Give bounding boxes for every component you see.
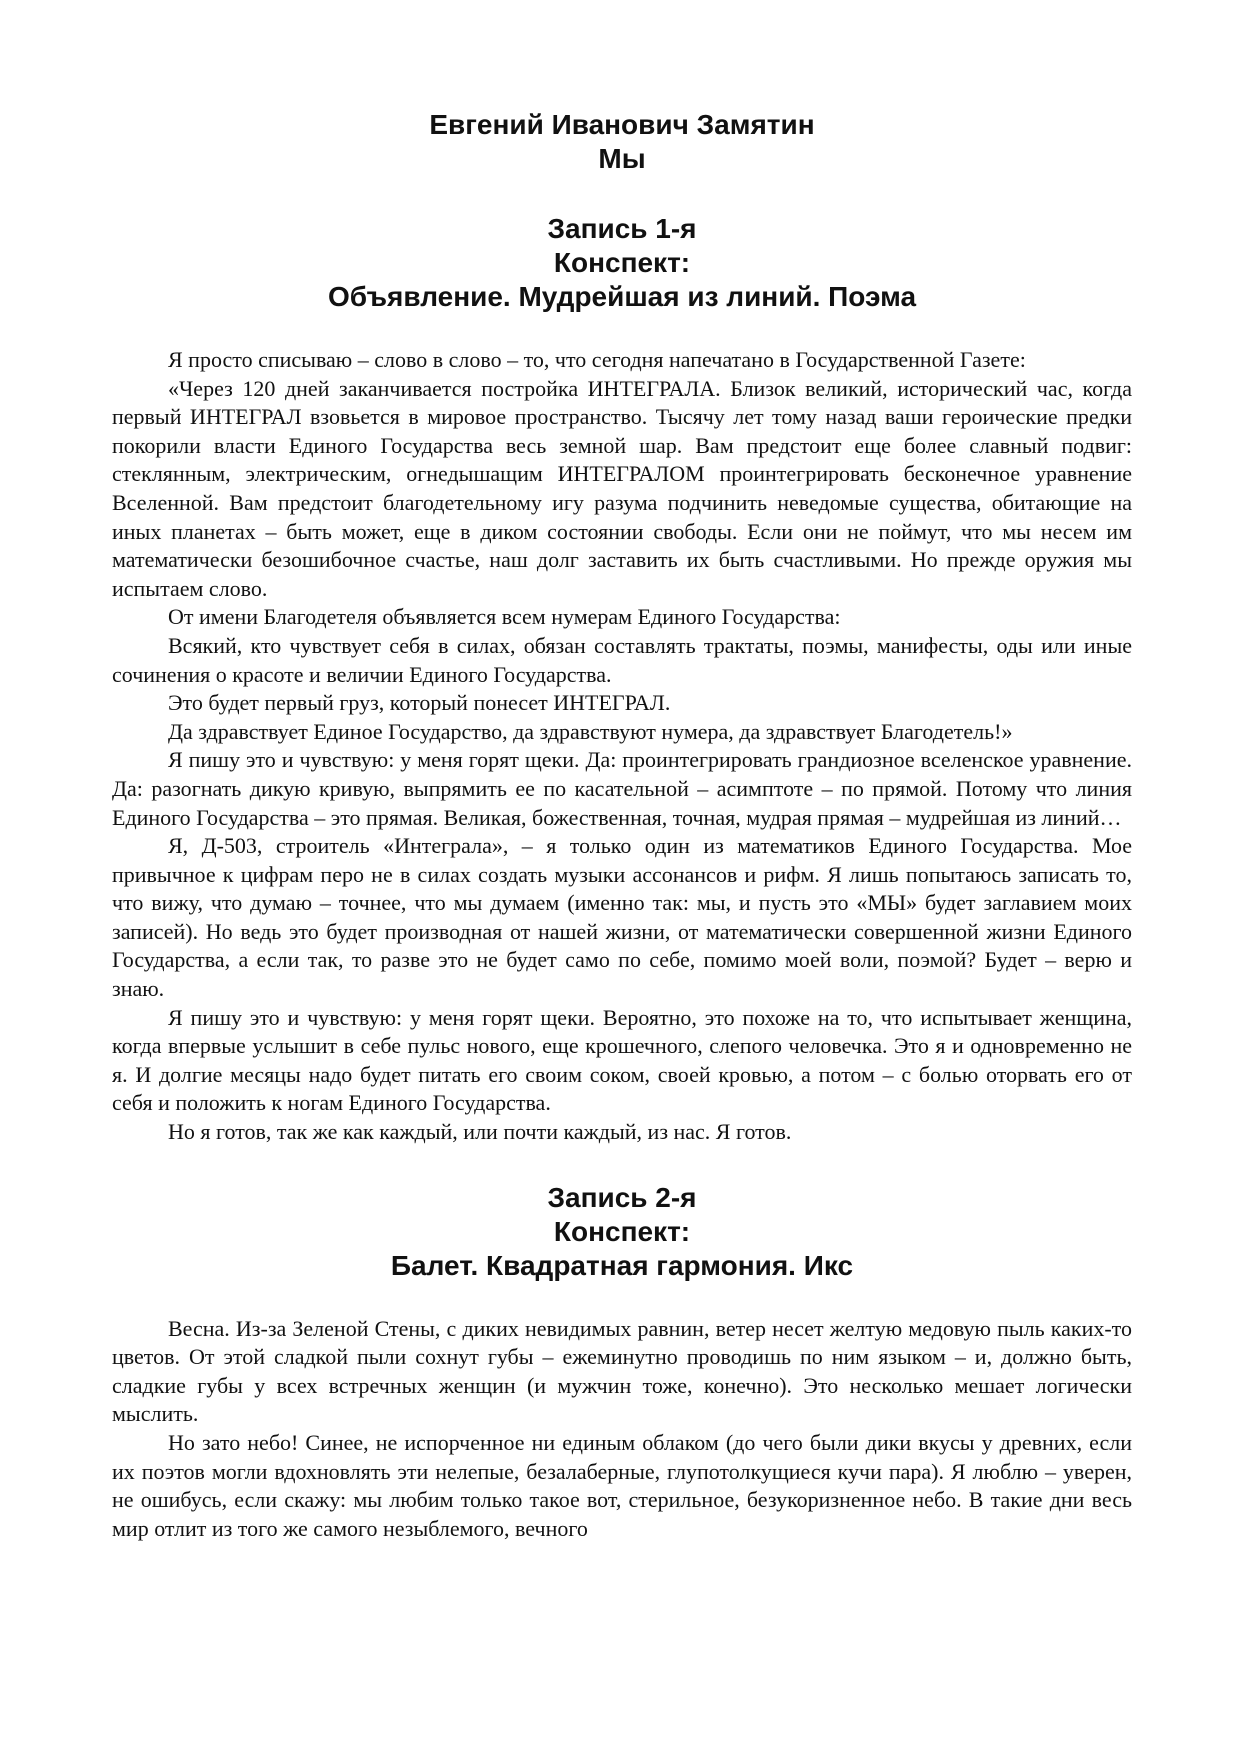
chapter-body-2 xyxy=(112,1315,1132,1544)
summary-label: Конспект: xyxy=(553,247,691,278)
chapter-heading-2 xyxy=(112,1181,1132,1283)
book-title: Мы xyxy=(598,143,646,174)
paragraph: Но я готов, так же как каждый, или почти каждый, из нас. Я готов. xyxy=(168,1119,792,1145)
chapter-body-1 xyxy=(112,346,1132,1147)
paragraph: Я пишу это и чувствую: у меня горят щеки. Вероятно, это похоже на то, что испытывает женщина, когда впервые услышит в себе пульс нового, еще крошечного, слепого человечка. Это я и одновременно не я. И долгие месяцы надо будет питать его своим соком, своей кровью, а потом – с болью оторвать его от себя и положить к ногам Единого Государства. xyxy=(112,1004,1132,1116)
paragraph: Я, Д-503, строитель «Интеграла», – я только один из математиков Единого Государства. Мое привычное к цифрам перо не в силах создать музыки ассонансов и рифм. Я лишь попытаюсь записать то, что вижу, что думаю – точнее, что мы думаем (именно так: мы, и пусть это «МЫ» будет заглавием моих записей). Но ведь это будет производная от нашей жизни, от математически совершенной жизни Единого Государства, а если так, то разве это не будет само по себе, помимо моей воли, поэмой? Будет – верю и знаю. xyxy=(112,833,1132,1002)
chapter-heading-1 xyxy=(112,212,1132,314)
book-title-block xyxy=(112,108,1132,176)
paragraph: Это будет первый груз, который понесет ИНТЕГРАЛ. xyxy=(168,690,671,716)
summary-text: Объявление. Мудрейшая из линий. Поэма xyxy=(327,281,917,312)
paragraph: Я просто списываю – слово в слово – то, что сегодня напечатано в Государственной Газете: xyxy=(168,347,1026,372)
author-name: Евгений Иванович Замятин xyxy=(429,109,815,140)
paragraph: Да здравствует Единое Государство, да здравствуют нумера, да здравствует Благодетель!» xyxy=(168,718,1013,744)
paragraph: Весна. Из-за Зеленой Стены, с диких невидимых равнин, ветер несет желтую медовую пыль каких-то цветов. От этой сладкой пыли сохнут губы – ежеминутно проводишь по ним языком – и, должно быть, сладкие губы у всех встречных женщин (и мужчин тоже, конечно). Это несколько мешает логически мыслить. xyxy=(112,1315,1132,1427)
summary-label: Конспект: xyxy=(553,1215,691,1247)
entry-title: Запись 2-я xyxy=(547,1181,697,1213)
paragraph: Но зато небо! Синее, не испорченное ни единым облаком (до чего были дики вкусы у древних, если их поэтов могли вдохновлять эти нелепые, безалаберные, глупотолкущиеся кучи пара). Я люблю – уверен, не ошибусь, если скажу: мы любим только такое вот, стерильное, безукоризненное небо. В такие дни весь мир отлит из того же самого незыблемого, вечного xyxy=(112,1430,1132,1541)
summary-text: Балет. Квадратная гармония. Икс xyxy=(390,1249,854,1281)
paragraph: От имени Благодетеля объявляется всем нумерам Единого Государства: xyxy=(168,604,841,630)
paragraph: Я пишу это и чувствую: у меня горят щеки. Да: проинтегрировать грандиозное вселенское уравнение. Да: разогнать дикую кривую, выпрямить ее по касательной – асимптоте – по прямой. Потому что линия Единого Государства – это прямая. Великая, божественная, точная, мудрая прямая – мудрейшая из линий… xyxy=(112,747,1132,830)
entry-title: Запись 1-я xyxy=(547,213,697,244)
paragraph: Всякий, кто чувствует себя в силах, обязан составлять трактаты, поэмы, манифесты, оды или иные сочинения о красоте и величии Единого Государства. xyxy=(112,632,1132,687)
paragraph: «Через 120 дней заканчивается постройка ИНТЕГРАЛА. Близок великий, исторический час, когда первый ИНТЕГРАЛ взовьется в мировое пространство. Тысячу лет тому назад ваши героические предки покорили власти Единого Государства весь земной шар. Вам предстоит еще более славный подвиг: стеклянным, электрическим, огнедышащим ИНТЕГРАЛОМ проинтегрировать бесконечное уравнение Вселенной. Вам предстоит благодетельному игу разума подчинить неведомые существа, обитающие на иных планетах – быть может, еще в диком состоянии свободы. Если они не поймут, что мы несем им математически безошибочное счастье, наш долг заставить их быть счастливыми. Но прежде оружия мы испытаем слово. xyxy=(112,375,1132,601)
